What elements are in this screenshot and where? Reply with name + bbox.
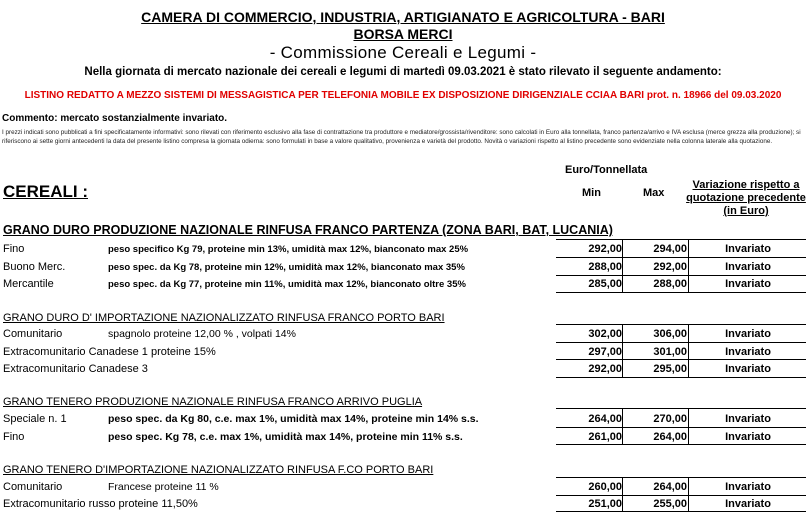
header-chamber: CAMERA DI COMMERCIO, INDUSTRIA, ARTIGIANATO E AGRICOLTURA - BARI xyxy=(141,9,665,25)
row-variation: Invariato xyxy=(725,363,771,375)
row-max: 295,00 xyxy=(653,363,687,375)
row-variation: Invariato xyxy=(725,328,771,340)
category-title: CEREALI : xyxy=(3,182,88,201)
row-min: 288,00 xyxy=(588,261,622,273)
row-max: 292,00 xyxy=(653,261,687,273)
row-name: Buono Merc. xyxy=(3,261,66,273)
row-min: 264,00 xyxy=(588,413,622,425)
row-min: 260,00 xyxy=(588,481,622,493)
row-max: 255,00 xyxy=(653,498,687,510)
row-name: Extracomunitario Canadese 1 proteine 15% xyxy=(3,346,216,358)
row-max: 301,00 xyxy=(653,346,687,358)
row-max: 288,00 xyxy=(653,278,687,290)
section-title: GRANO TENERO PRODUZIONE NAZIONALE RINFUSA FRANCO ARRIVO PUGLIA xyxy=(3,396,423,408)
row-desc: peso specifico Kg 79, proteine min 13%, umidità max 12%, bianconato max 25% xyxy=(108,244,469,255)
row-min: 292,00 xyxy=(588,363,622,375)
row-variation: Invariato xyxy=(725,243,771,255)
row-name: Fino xyxy=(3,431,25,443)
row-min: 285,00 xyxy=(588,278,622,290)
min-header: Min xyxy=(582,187,601,199)
row-variation: Invariato xyxy=(725,278,771,290)
row-desc: peso spec. da Kg 78, proteine min 12%, umidità max 12%, bianconato max 35% xyxy=(108,262,465,273)
row-min: 302,00 xyxy=(588,328,622,340)
row-max: 306,00 xyxy=(653,328,687,340)
row-max: 270,00 xyxy=(653,413,687,425)
row-name: Comunitario xyxy=(3,481,63,493)
row-max: 264,00 xyxy=(653,431,687,443)
variation-header: Variazione rispetto a quotazione precedente (in Euro) xyxy=(686,179,806,217)
row-variation: Invariato xyxy=(725,413,771,425)
row-variation: Invariato xyxy=(725,431,771,443)
row-desc: Francese proteine 11 % xyxy=(108,481,219,493)
max-header: Max xyxy=(643,187,665,199)
row-min: 261,00 xyxy=(588,431,622,443)
row-desc: peso spec. Kg 78, c.e. max 1%, umidità max 14%, proteine min 11% s.s. xyxy=(108,431,463,443)
row-min: 297,00 xyxy=(588,346,622,358)
row-variation: Invariato xyxy=(725,498,771,510)
price-disclaimer: I prezzi indicati sono pubblicati a fini specificatamente informativi: sono rilevati con riferimento esclusivo alla fase di contrattazione tra produttore e mediatore/grossista/rivenditore: sono calcolati in Euro alla tonnellata, franco partenza/arrivo e IVA esclusa (merce grezza alla produzione); si riferiscono ai sette giorni antecedenti la data del presente listino compresa la giornata odierna: sono formulati in base a valore qualitativo, provenienza e varietà del prodotto. Novità o variazioni rispetto al listino precedente sono evidenziate nella colonna laterale alla quotazione. xyxy=(2,129,801,145)
row-name: Speciale n. 1 xyxy=(3,413,67,425)
row-desc: spagnolo proteine 12,00 % , volpati 14% xyxy=(108,328,296,340)
row-variation: Invariato xyxy=(725,261,771,273)
row-name: Mercantile xyxy=(3,278,54,290)
row-min: 251,00 xyxy=(588,498,622,510)
row-max: 264,00 xyxy=(653,481,687,493)
header-market-day: Nella giornata di mercato nazionale dei cereali e legumi di martedì 09.03.2021 è stato rilevato il seguente andamento: xyxy=(84,66,722,78)
unit-header: Euro/Tonnellata xyxy=(565,164,648,176)
row-variation: Invariato xyxy=(725,481,771,493)
row-desc: peso spec. da Kg 77, proteine min 11%, umidità max 12%, bianconato oltre 35% xyxy=(108,279,466,290)
listino-notice: LISTINO REDATTO A MEZZO SISTEMI DI MESSAGISTICA PER TELEFONIA MOBILE EX DISPOSIZIONE DIRIGENZIALE CCIAA BARI prot. n. 18966 del 09.03.2020 xyxy=(24,90,782,101)
row-min: 292,00 xyxy=(588,243,622,255)
row-max: 294,00 xyxy=(653,243,687,255)
market-comment: Commento: mercato sostanzialmente invariato. xyxy=(2,113,228,124)
row-variation: Invariato xyxy=(725,346,771,358)
row-name: Comunitario xyxy=(3,328,63,340)
row-name: Extracomunitario russo proteine 11,50% xyxy=(3,498,198,510)
header-commission: - Commissione Cereali e Legumi - xyxy=(269,43,537,62)
row-desc: peso spec. da Kg 80, c.e. max 1%, umidità max 14%, proteine min 14% s.s. xyxy=(108,413,479,425)
section-title: GRANO DURO D' IMPORTAZIONE NAZIONALIZZATO RINFUSA FRANCO PORTO BARI xyxy=(3,312,445,324)
header-borsa-merci: BORSA MERCI xyxy=(353,26,453,42)
row-name: Fino xyxy=(3,243,25,255)
section-title: GRANO TENERO D'IMPORTAZIONE NAZIONALIZZATO RINFUSA F.CO PORTO BARI xyxy=(3,464,434,476)
row-name: Extracomunitario Canadese 3 xyxy=(3,363,148,375)
section-title: GRANO DURO PRODUZIONE NAZIONALE RINFUSA FRANCO PARTENZA (ZONA BARI, BAT, LUCANIA) xyxy=(3,223,613,237)
